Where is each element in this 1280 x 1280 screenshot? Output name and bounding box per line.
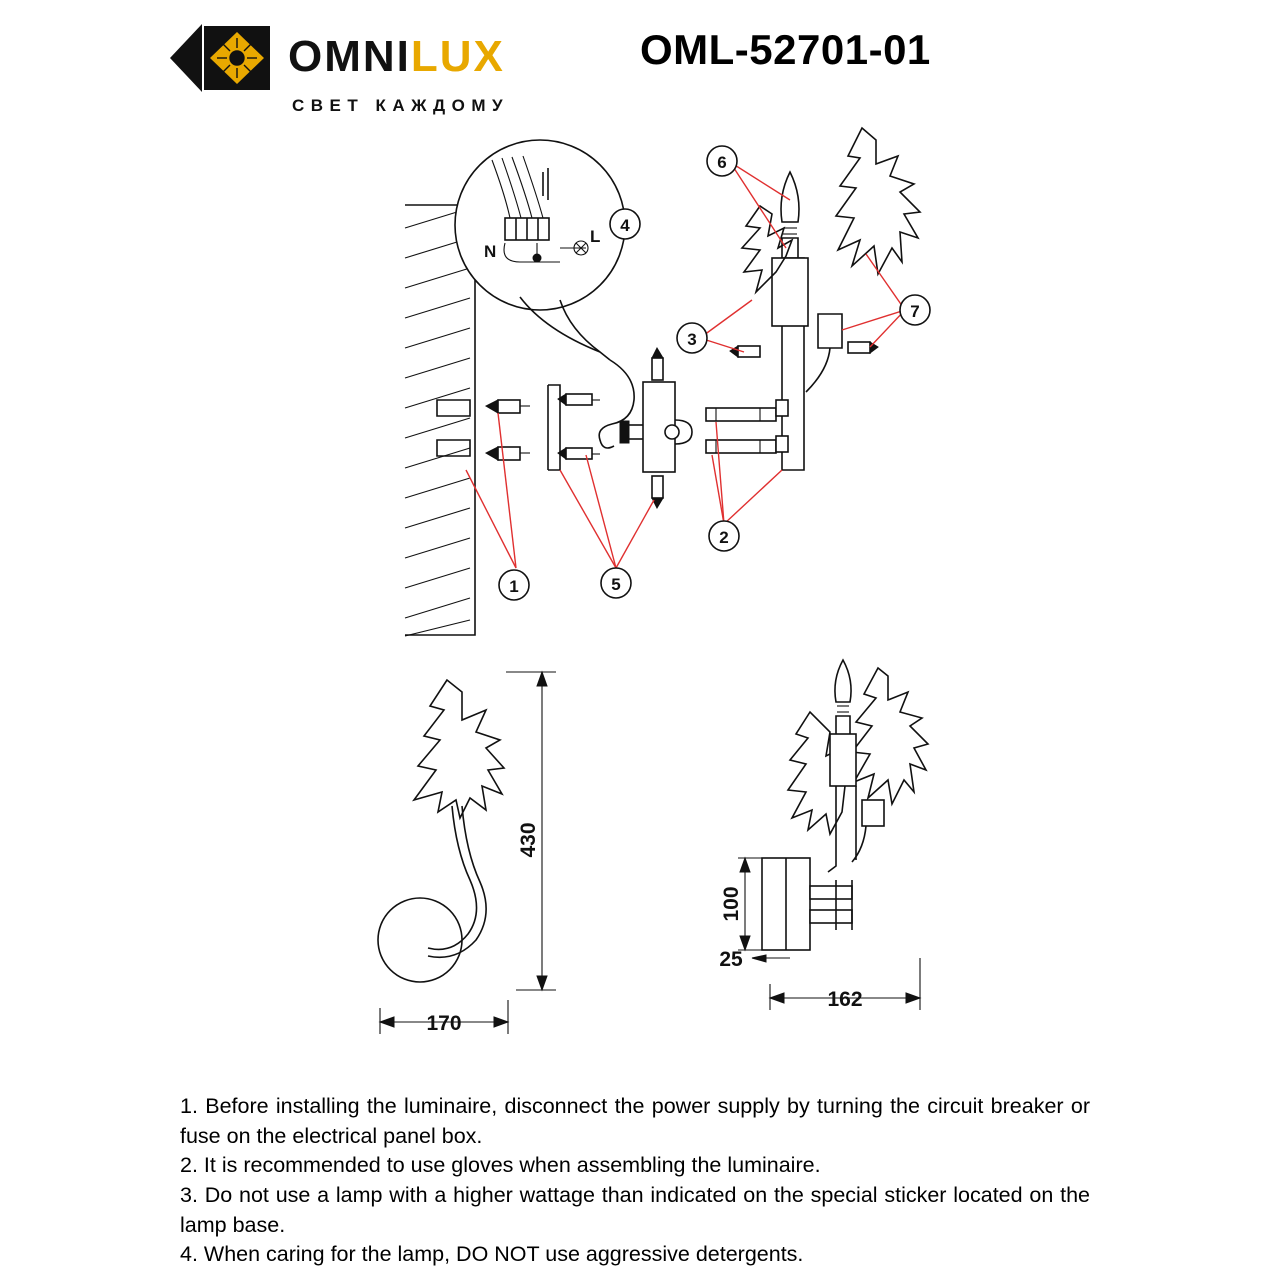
wall-hatching: [405, 205, 475, 636]
side-view-drawing: [762, 660, 928, 950]
fasteners-left: [486, 394, 600, 460]
front-view-drawing: [378, 680, 504, 982]
note-3: 3. Do not use a lamp with a higher wattage than indicated on the special sticker located on the lamp base.: [180, 1182, 1090, 1237]
callout-7: [900, 295, 930, 325]
wiring-label-neutral: N: [484, 242, 497, 261]
callout-1: [499, 570, 529, 600]
dimension-plate-depth: [719, 948, 790, 971]
callout-3: [677, 323, 707, 353]
svg-text:3: 3: [687, 330, 697, 349]
callout-4: [610, 209, 640, 239]
dimension-base-height: [720, 858, 766, 950]
wiring-label-live: L: [590, 227, 601, 246]
brand-lux: LUX: [410, 32, 505, 81]
svg-text:1: 1: [509, 577, 519, 596]
product-sku: OML-52701-01: [640, 26, 931, 73]
mounting-bracket: [548, 385, 560, 470]
svg-text:7: 7: [910, 302, 920, 321]
lamp-arm-assembly: [706, 128, 920, 470]
callout-2: [709, 521, 739, 551]
svg-text:162: 162: [827, 988, 863, 1011]
svg-text:4: 4: [620, 216, 630, 235]
svg-text:2: 2: [719, 528, 729, 547]
svg-text:25: 25: [719, 948, 743, 971]
note-4: 4. When caring for the lamp, DO NOT use aggressive detergents.: [180, 1242, 804, 1267]
callout-6: [707, 146, 737, 176]
brand-omni: OMNI: [288, 32, 411, 81]
safety-notes: [180, 1092, 1090, 1270]
dimension-width: [380, 1000, 508, 1035]
dimension-height: [506, 672, 556, 990]
wall-plate-and-cable: [599, 348, 692, 508]
svg-text:100: 100: [720, 886, 743, 922]
note-1: 1. Before installing the luminaire, disconnect the power supply by turning the circuit breaker or fuse on the electrical panel box.: [180, 1094, 1090, 1148]
svg-text:6: 6: [717, 153, 727, 172]
note-2: 2. It is recommended to use gloves when assembling the luminaire.: [180, 1153, 821, 1178]
brand-tagline: СВЕТ КАЖДОМУ: [292, 96, 510, 115]
svg-text:5: 5: [611, 575, 621, 594]
dimension-depth: [770, 958, 920, 1011]
svg-text:170: 170: [426, 1012, 462, 1035]
svg-text:430: 430: [517, 822, 540, 858]
wiring-detail-bubble: [455, 140, 625, 360]
callout-5: [601, 568, 631, 598]
